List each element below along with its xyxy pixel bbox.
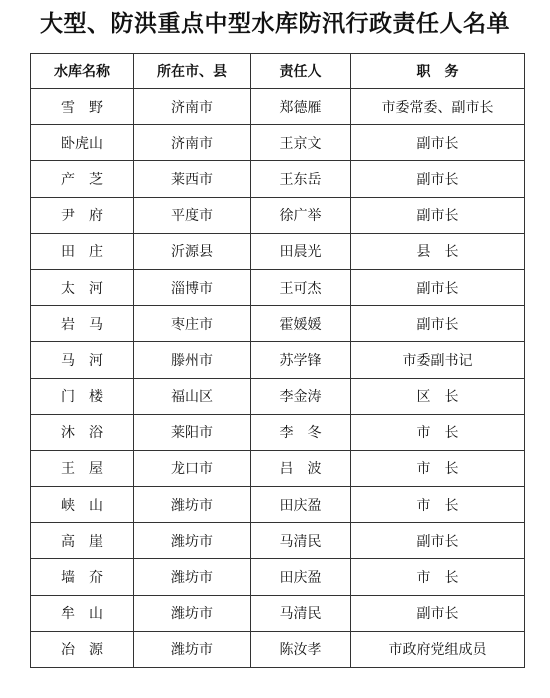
header-reservoir-name: 水库名称 <box>31 54 134 89</box>
table-row <box>31 487 525 523</box>
cell-position: 市委副书记 <box>351 342 525 378</box>
cell-responsible-person: 田庆盈 <box>251 487 351 523</box>
cell-responsible-person: 吕 波 <box>251 450 351 486</box>
cell-position: 区 长 <box>351 378 525 414</box>
cell-position: 副市长 <box>351 161 525 197</box>
cell-responsible-person: 霍媛媛 <box>251 306 351 342</box>
table-row <box>31 125 525 161</box>
cell-position: 副市长 <box>351 595 525 631</box>
cell-city-county: 潍坊市 <box>134 631 251 667</box>
cell-position: 县 长 <box>351 233 525 269</box>
table-row <box>31 161 525 197</box>
header-responsible-person: 责任人 <box>251 54 351 89</box>
cell-position: 副市长 <box>351 125 525 161</box>
header-city-county: 所在市、县 <box>134 54 251 89</box>
cell-position: 市委常委、副市长 <box>351 89 525 125</box>
cell-responsible-person: 马清民 <box>251 595 351 631</box>
cell-responsible-person: 王东岳 <box>251 161 351 197</box>
cell-reservoir-name: 田 庄 <box>31 233 134 269</box>
cell-city-county: 莱阳市 <box>134 414 251 450</box>
cell-position: 市政府党组成员 <box>351 631 525 667</box>
cell-responsible-person: 陈汝孝 <box>251 631 351 667</box>
table-row <box>31 342 525 378</box>
cell-city-county: 沂源县 <box>134 233 251 269</box>
cell-responsible-person: 李 冬 <box>251 414 351 450</box>
cell-position: 副市长 <box>351 197 525 233</box>
header-position: 职 务 <box>351 54 525 89</box>
cell-reservoir-name: 墙 夼 <box>31 559 134 595</box>
table-row <box>31 233 525 269</box>
table-row <box>31 450 525 486</box>
cell-responsible-person: 徐广举 <box>251 197 351 233</box>
cell-city-county: 潍坊市 <box>134 595 251 631</box>
cell-reservoir-name: 高 崖 <box>31 523 134 559</box>
cell-city-county: 福山区 <box>134 378 251 414</box>
cell-reservoir-name: 王 屋 <box>31 450 134 486</box>
cell-city-county: 枣庄市 <box>134 306 251 342</box>
cell-city-county: 济南市 <box>134 125 251 161</box>
cell-city-county: 潍坊市 <box>134 523 251 559</box>
cell-city-county: 济南市 <box>134 89 251 125</box>
table-body <box>31 89 525 668</box>
cell-responsible-person: 郑德雁 <box>251 89 351 125</box>
cell-city-county: 平度市 <box>134 197 251 233</box>
cell-position: 市 长 <box>351 559 525 595</box>
table-row <box>31 306 525 342</box>
cell-reservoir-name: 冶 源 <box>31 631 134 667</box>
page-title: 大型、防洪重点中型水库防汛行政责任人名单 <box>40 11 510 37</box>
table-row <box>31 269 525 305</box>
cell-position: 市 长 <box>351 450 525 486</box>
cell-responsible-person: 王可杰 <box>251 269 351 305</box>
table-row <box>31 197 525 233</box>
cell-city-county: 淄博市 <box>134 269 251 305</box>
cell-position: 副市长 <box>351 523 525 559</box>
cell-city-county: 潍坊市 <box>134 559 251 595</box>
cell-reservoir-name: 卧虎山 <box>31 125 134 161</box>
cell-reservoir-name: 马 河 <box>31 342 134 378</box>
cell-reservoir-name: 尹 府 <box>31 197 134 233</box>
cell-reservoir-name: 门 楼 <box>31 378 134 414</box>
cell-responsible-person: 李金涛 <box>251 378 351 414</box>
table-header-row <box>31 54 525 89</box>
cell-responsible-person: 田庆盈 <box>251 559 351 595</box>
table-row <box>31 89 525 125</box>
cell-responsible-person: 苏学锋 <box>251 342 351 378</box>
cell-responsible-person: 田晨光 <box>251 233 351 269</box>
cell-reservoir-name: 牟 山 <box>31 595 134 631</box>
cell-responsible-person: 马清民 <box>251 523 351 559</box>
reservoir-responsibility-table <box>30 53 525 668</box>
cell-position: 市 长 <box>351 487 525 523</box>
cell-position: 市 长 <box>351 414 525 450</box>
table-row <box>31 378 525 414</box>
cell-reservoir-name: 太 河 <box>31 269 134 305</box>
table-row <box>31 595 525 631</box>
cell-city-county: 潍坊市 <box>134 487 251 523</box>
cell-position: 副市长 <box>351 306 525 342</box>
cell-reservoir-name: 岩 马 <box>31 306 134 342</box>
cell-city-county: 滕州市 <box>134 342 251 378</box>
cell-reservoir-name: 沐 浴 <box>31 414 134 450</box>
cell-reservoir-name: 雪 野 <box>31 89 134 125</box>
table-row <box>31 414 525 450</box>
cell-city-county: 龙口市 <box>134 450 251 486</box>
cell-responsible-person: 王京文 <box>251 125 351 161</box>
table-row <box>31 523 525 559</box>
table-row <box>31 631 525 667</box>
table-row <box>31 559 525 595</box>
cell-city-county: 莱西市 <box>134 161 251 197</box>
cell-position: 副市长 <box>351 269 525 305</box>
cell-reservoir-name: 产 芝 <box>31 161 134 197</box>
cell-reservoir-name: 峡 山 <box>31 487 134 523</box>
